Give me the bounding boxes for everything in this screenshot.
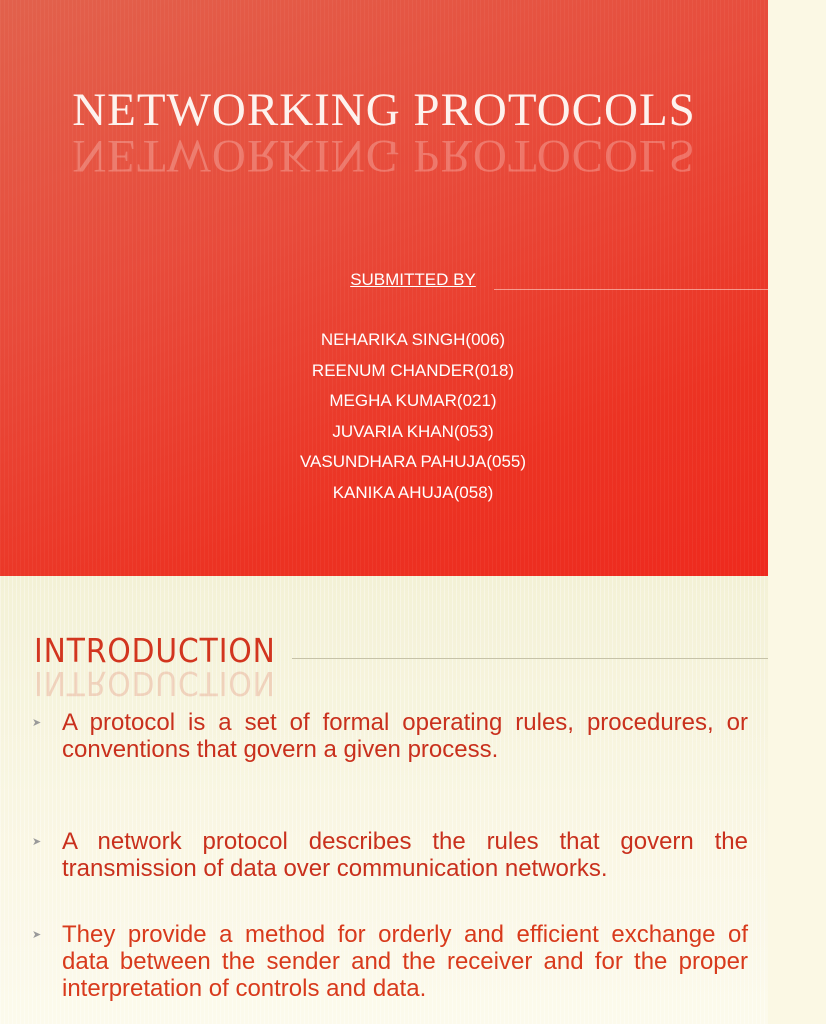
author-name: REENUM CHANDER(018)	[311, 360, 515, 380]
submitted-by-label: SUBMITTED BY	[350, 270, 476, 289]
slide-heading: INTRODUCTION	[34, 631, 276, 670]
author-name: VASUNDHARA PAHUJA(055)	[299, 452, 527, 472]
author-name: JUVARIA KHAN(053)	[332, 421, 494, 441]
author-name: MEGHA KUMAR(021)	[329, 391, 497, 411]
introduction-slide	[0, 576, 768, 1024]
chevron-right-icon: ➤	[32, 836, 42, 848]
bullet-item	[32, 921, 748, 1002]
bullet-text: A network protocol describes the rules that govern the transmission of data over communication networks.	[62, 828, 748, 882]
bullet-text: They provide a method for orderly and efficient exchange of data between the sender and the receiver and for the proper interpretation of controls and data.	[62, 921, 748, 1002]
author-list	[0, 329, 826, 513]
chevron-right-icon: ➤	[32, 929, 42, 941]
slide-heading-reflection-text: INTRODUCTION	[34, 664, 276, 703]
author-name: KANIKA AHUJA(058)	[332, 482, 494, 502]
slide-title-reflection	[0, 130, 768, 182]
slide-title-reflection-text: NETWORKING PROTOCOLS	[72, 130, 696, 182]
chevron-right-icon: ➤	[32, 717, 42, 729]
slide-heading-reflection	[34, 664, 276, 703]
author-name: NEHARIKA SINGH(006)	[320, 330, 506, 349]
bullet-item	[32, 828, 748, 882]
slide-title: NETWORKING PROTOCOLS	[72, 84, 696, 136]
heading-divider	[292, 658, 768, 659]
bullet-item	[32, 709, 748, 763]
bullet-text: A protocol is a set of formal operating rules, procedures, or conventions that govern a given process.	[62, 709, 748, 763]
